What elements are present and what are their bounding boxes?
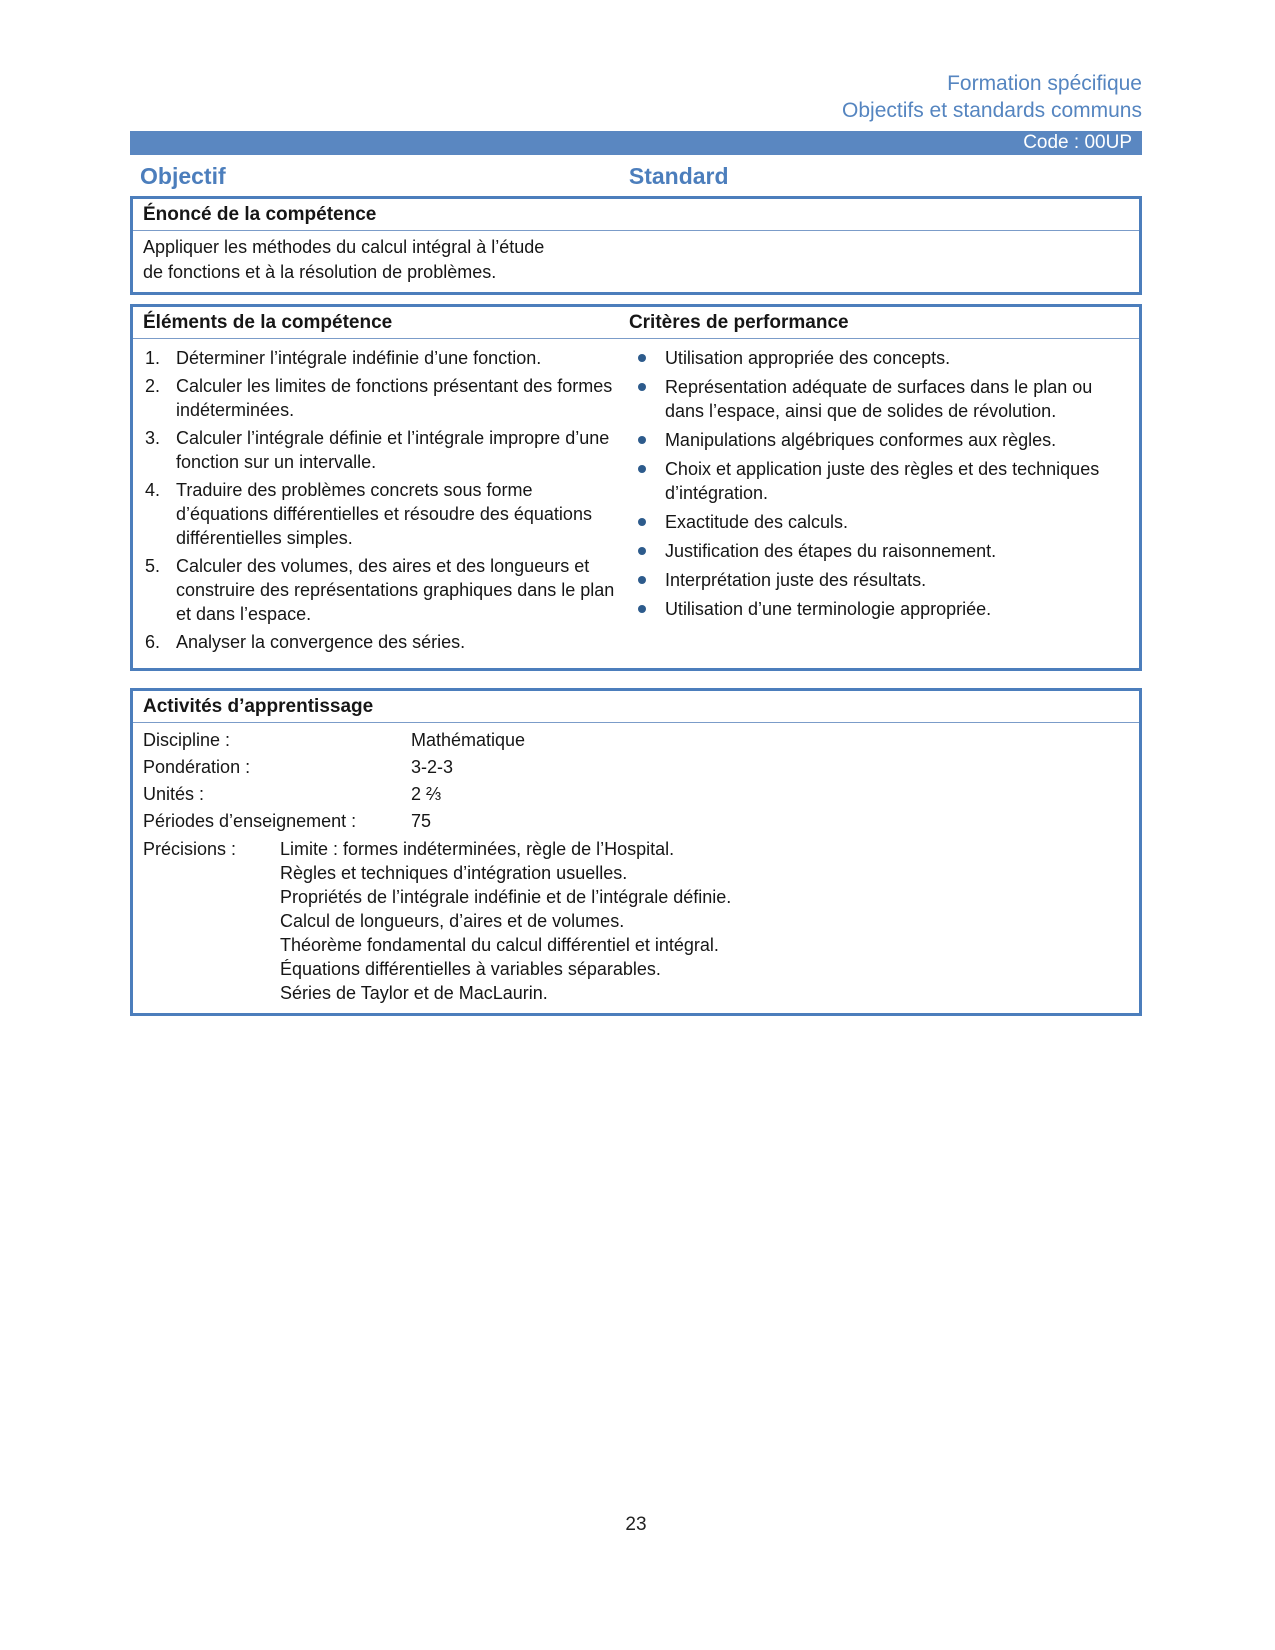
competence-titles xyxy=(133,307,1139,339)
bullet-icon xyxy=(638,518,646,526)
critere-text: Interprétation juste des résultats. xyxy=(664,570,927,590)
precisions-row xyxy=(143,837,1129,1005)
precision-line: Règles et techniques d’intégration usuelles. xyxy=(280,863,628,883)
precision-line: Limite : formes indéterminées, règle de l’Hospital. xyxy=(280,839,675,859)
page-number: 23 xyxy=(625,1514,647,1535)
precision-line: Calcul de longueurs, d’aires et de volumes. xyxy=(280,911,625,931)
column-heading-objectif: Objectif xyxy=(140,163,226,189)
enonce-text xyxy=(133,231,653,292)
element-text: Analyser la convergence des séries. xyxy=(176,632,466,652)
activites-row xyxy=(143,808,1129,835)
competence-body xyxy=(133,339,1139,668)
element-item xyxy=(145,374,618,422)
critere-item xyxy=(632,510,1129,534)
activites-body xyxy=(133,723,1139,1013)
enonce-text-line: Appliquer les méthodes du calcul intégral à l’étude xyxy=(143,237,545,257)
element-number: 4. xyxy=(145,480,161,500)
activites-box xyxy=(130,688,1142,1016)
activites-row-label: Périodes d’enseignement : xyxy=(143,811,357,831)
element-item xyxy=(145,478,618,550)
competence-box xyxy=(130,304,1142,671)
activites-row xyxy=(143,727,1129,754)
precision-line: Séries de Taylor et de MacLaurin. xyxy=(280,983,548,1003)
bullet-icon xyxy=(638,354,646,362)
element-text: Calculer l’intégrale définie et l’intégrale impropre d’une fonction sur un intervalle. xyxy=(176,428,610,472)
elements-title: Éléments de la compétence xyxy=(143,312,393,333)
enonce-title: Énoncé de la compétence xyxy=(133,199,1139,231)
critere-item xyxy=(632,428,1129,452)
critere-item xyxy=(632,457,1129,505)
bullet-icon xyxy=(638,576,646,584)
element-number: 6. xyxy=(145,632,161,652)
activites-row xyxy=(143,781,1129,808)
precision-line: Équations différentielles à variables séparables. xyxy=(280,959,661,979)
criteres-title: Critères de performance xyxy=(628,312,849,333)
element-number: 5. xyxy=(145,556,161,576)
element-number: 3. xyxy=(145,428,161,448)
activites-row-label: Unités : xyxy=(143,784,205,804)
bullet-icon xyxy=(638,436,646,444)
code-bar xyxy=(130,131,1142,155)
critere-item xyxy=(632,597,1129,621)
element-number: 2. xyxy=(145,376,161,396)
column-headings xyxy=(130,162,1142,191)
critere-item xyxy=(632,346,1129,370)
element-item xyxy=(145,346,618,370)
precisions-label: Précisions : xyxy=(143,839,237,859)
column-heading-standard: Standard xyxy=(628,163,729,189)
critere-text: Choix et application juste des règles et des techniques d’intégration. xyxy=(664,459,1100,503)
enonce-box xyxy=(130,196,1142,295)
critere-item xyxy=(632,375,1129,423)
critere-text: Justification des étapes du raisonnement. xyxy=(664,541,997,561)
activites-row-label: Discipline : xyxy=(143,730,231,750)
activites-title: Activités d’apprentissage xyxy=(133,691,1139,723)
elements-list xyxy=(133,346,626,658)
bullet-icon xyxy=(638,605,646,613)
element-item xyxy=(145,426,618,474)
critere-text: Représentation adéquate de surfaces dans le plan ou dans l’espace, ainsi que de solides de révolution. xyxy=(664,377,1093,421)
precision-line: Propriétés de l’intégrale indéfinie et de l’intégrale définie. xyxy=(280,887,732,907)
element-item xyxy=(145,554,618,626)
code-label: Code : 00UP xyxy=(1023,132,1132,153)
activites-kv-rows xyxy=(143,727,1129,835)
running-head-line-2: Objectifs et standards communs xyxy=(842,99,1142,122)
critere-text: Utilisation d’une terminologie appropriée. xyxy=(664,599,992,619)
running-head-line-1: Formation spécifique xyxy=(947,72,1142,95)
activites-row-label: Pondération : xyxy=(143,757,251,777)
bullet-icon xyxy=(638,547,646,555)
running-head xyxy=(130,70,1142,124)
activites-row-value: 75 xyxy=(411,811,432,831)
activites-row-value: 2 ⅔ xyxy=(411,784,442,804)
bullet-icon xyxy=(638,465,646,473)
element-item xyxy=(145,630,618,654)
activites-row-value: 3-2-3 xyxy=(411,757,454,777)
page-content xyxy=(130,0,1142,1016)
element-text: Calculer des volumes, des aires et des longueurs et construire des représentations graphiques dans le plan et dans l’espace. xyxy=(176,556,615,624)
activites-row-value: Mathématique xyxy=(411,730,526,750)
enonce-text-line: de fonctions et à la résolution de problèmes. xyxy=(143,262,497,282)
bullet-icon xyxy=(638,383,646,391)
element-text: Calculer les limites de fonctions présentant des formes indéterminées. xyxy=(176,376,613,420)
critere-text: Exactitude des calculs. xyxy=(664,512,849,532)
activites-row xyxy=(143,754,1129,781)
precisions-lines xyxy=(280,837,1129,1005)
critere-text: Manipulations algébriques conformes aux règles. xyxy=(664,430,1057,450)
precision-line: Théorème fondamental du calcul différentiel et intégral. xyxy=(280,935,719,955)
critere-text: Utilisation appropriée des concepts. xyxy=(664,348,951,368)
criteres-list xyxy=(626,346,1139,658)
critere-item xyxy=(632,568,1129,592)
element-text: Déterminer l’intégrale indéfinie d’une fonction. xyxy=(176,348,542,368)
element-text: Traduire des problèmes concrets sous forme d’équations différentielles et résoudre des équations différentielles simples. xyxy=(176,480,592,548)
critere-item xyxy=(632,539,1129,563)
element-number: 1. xyxy=(145,348,161,368)
